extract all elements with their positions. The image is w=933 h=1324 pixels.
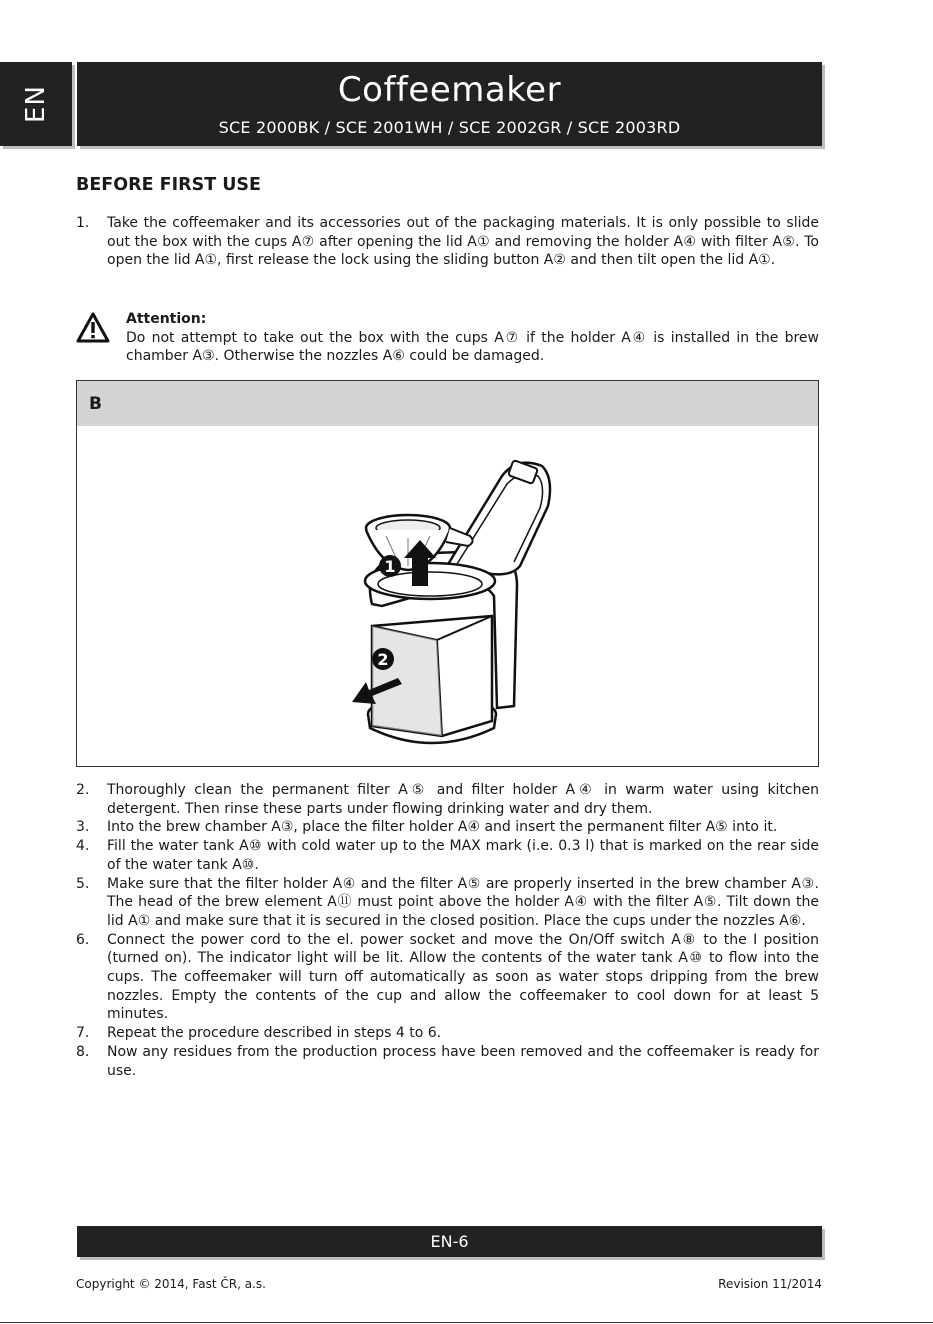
copyright-text: Copyright © 2014, Fast ČR, a.s. [76, 1277, 266, 1291]
step-number: 3. [76, 819, 90, 836]
step-text: Take the coffeemaker and its accessories out of the packaging materials. It is only possible to slide out the box with the cups A⑦ after opening the lid A① and removing the holder A④ with filter A⑤. To open the lid A①, first release the lock using the sliding button A② and then tilt open the lid A①. [107, 215, 819, 269]
coffeemaker-illustration [342, 446, 562, 761]
page-number: EN-6 [430, 1232, 469, 1251]
section-heading: BEFORE FIRST USE [76, 175, 261, 195]
step-text: Thoroughly clean the permanent filter A⑤ and filter holder A④ in warm water using kitchen detergent. Then rinse these parts under flowing drinking water and dry them. [107, 782, 819, 817]
attention-label: Attention: [126, 311, 207, 327]
steps-after-list [76, 781, 819, 1080]
revision-text: Revision 11/2014 [718, 1277, 822, 1291]
bottom-rule [0, 1322, 933, 1323]
step-text: Fill the water tank A⑩ with cold water up to the MAX mark (i.e. 0.3 l) that is marked on the rear side of the water tank A⑩. [107, 838, 819, 873]
step-text: Into the brew chamber A③, place the filter holder A④ and insert the permanent filter A⑤ into it. [107, 819, 778, 836]
list-item [76, 931, 819, 1025]
step-text: Repeat the procedure described in steps 4 to 6. [107, 1025, 442, 1042]
list-item [76, 781, 819, 818]
figure-label: B [89, 394, 102, 414]
step-text: Now any residues from the production process have been removed and the coffeemaker is ready for use. [107, 1043, 819, 1079]
page-number-bar [77, 1226, 822, 1257]
step-number: 7. [76, 1025, 90, 1042]
figure-b [76, 380, 819, 767]
step-number: 6. [76, 931, 90, 948]
page-header [77, 62, 822, 146]
language-tab [0, 62, 72, 146]
step-number: 5. [76, 875, 90, 892]
attention-note [76, 310, 819, 366]
warning-icon [76, 312, 110, 344]
step-number: 4. [76, 838, 90, 855]
list-item [76, 818, 819, 837]
step-number: 1. [76, 215, 90, 231]
attention-text: Do not attempt to take out the box with the cups A⑦ if the holder A④ is installed in the brew chamber A③. Otherwise the nozzles A⑥ could be damaged. [126, 329, 819, 365]
step-number: 2. [76, 782, 90, 798]
step-number: 8. [76, 1043, 90, 1060]
list-item [76, 1043, 819, 1080]
page-title: Coffeemaker [337, 70, 562, 110]
steps-before-list [76, 214, 819, 270]
callout-1-label: 1 [384, 557, 396, 576]
figure-header-bar [77, 381, 818, 426]
list-item [76, 1024, 819, 1043]
callout-2-label: 2 [377, 650, 389, 669]
step-text: Make sure that the filter holder A④ and the filter A⑤ are properly inserted in the brew chamber A③. The head of the brew element A⑪ must point above the holder A④ with the filter A⑤. Tilt down the lid A① and make sure that it is secured in the closed position. Place the cups under the nozzles A⑥. [107, 875, 819, 929]
list-item [76, 214, 819, 270]
model-numbers: SCE 2000BK / SCE 2001WH / SCE 2002GR / SCE 2003RD [218, 118, 681, 137]
language-label: EN [21, 85, 51, 123]
list-item [76, 837, 819, 874]
list-item [76, 875, 819, 931]
step-text: Connect the power cord to the el. power socket and move the On/Off switch A⑧ to the I position (turned on). The indicator light will be lit. Allow the contents of the water tank A⑩ to flow into the cups. The coffeemaker will turn off automatically as soon as water stops dripping from the brew nozzles. Empty the contents of the cup and allow the coffeemaker to cool down for at least 5 minutes. [107, 931, 819, 1023]
